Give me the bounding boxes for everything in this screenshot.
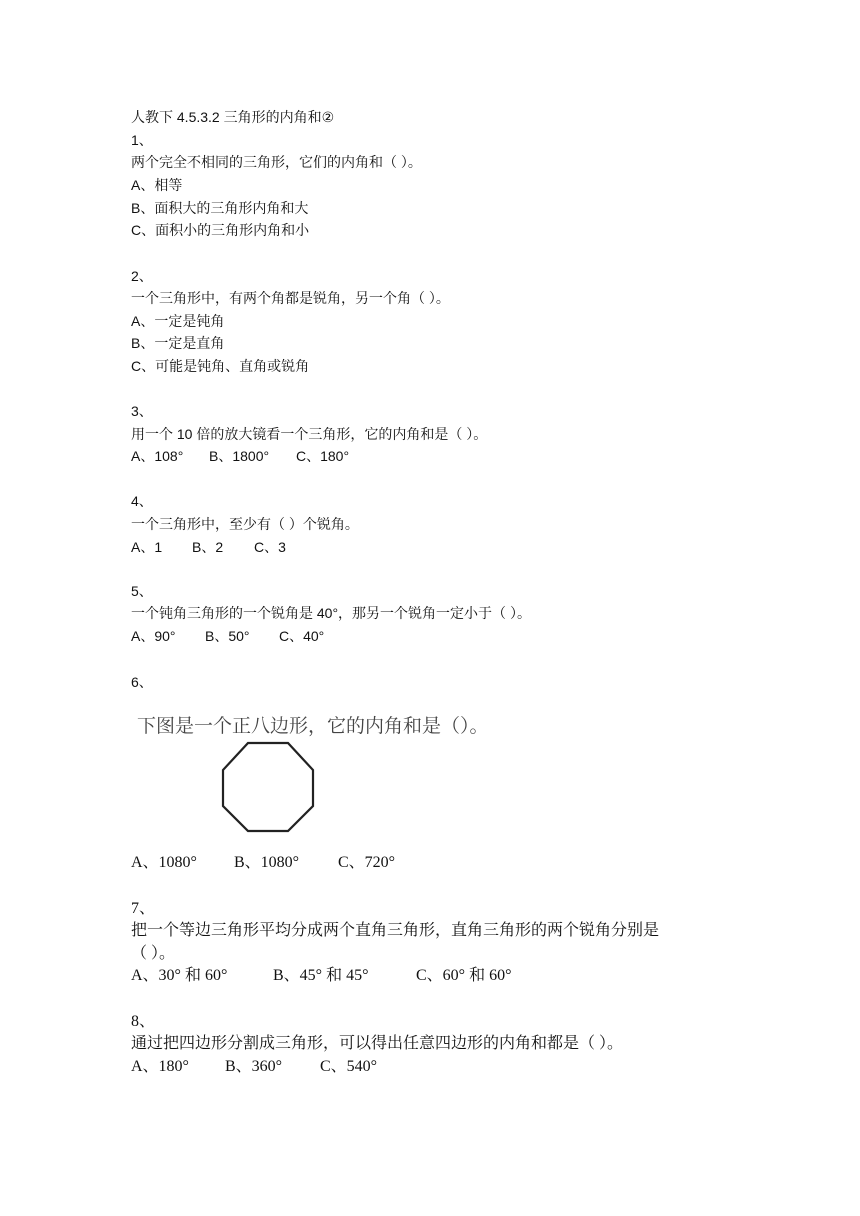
worksheet-title: 人教下 4.5.3.2 三角形的内角和② [131,109,335,125]
question-1-stem: 两个完全不相同的三角形，它们的内角和（ ）。 [131,154,422,170]
question-8-stem: 通过把四边形分割成三角形，可以得出任意四边形的内角和都是（ ）。 [131,1035,624,1052]
question-5-stem: 一个钝角三角形的一个锐角是 40°，那另一个锐角一定小于（ ）。 [131,605,531,621]
question-4-option-b: B、2 [192,539,224,555]
regular-octagon-shape [223,743,313,831]
question-5-option-b: B、50° [205,628,250,644]
question-2-option-a: A、一定是钝角 [131,313,225,329]
question-8-number: 8、 [131,1013,156,1030]
question-7-number: 7、 [131,900,156,917]
question-5-number: 5、 [131,583,153,599]
question-5-option-c: C、40° [279,628,325,644]
question-7-stem-line1: 把一个等边三角形平均分成两个直角三角形，直角三角形的两个锐角分别是 [131,922,660,939]
question-7-option-b: B、45° 和 45° [273,967,369,984]
question-8-option-c: C、540° [320,1058,378,1075]
question-8-option-a: A、180° [131,1058,189,1075]
question-3-number: 3、 [131,403,153,419]
question-4-stem: 一个三角形中，至少有（ ）个锐角。 [131,516,359,532]
question-6-stem-image-text: 下图是一个正八边形，它的内角和是（）。 [137,715,489,737]
question-7-option-c: C、60° 和 60° [416,967,512,984]
octagon-figure [218,740,318,836]
question-4-option-c: C、3 [254,539,286,555]
question-3-stem: 用一个 10 倍的放大镜看一个三角形，它的内角和是（ ）。 [131,426,488,442]
question-1-number: 1、 [131,132,153,148]
question-7-stem-line2: （ ）。 [131,945,176,962]
question-6-number: 6、 [131,674,153,690]
question-8-option-b: B、360° [225,1058,283,1075]
question-2-option-b: B、一定是直角 [131,335,225,351]
question-2-option-c: C、可能是钝角、直角或锐角 [131,358,310,374]
question-3-option-c: C、180° [296,448,350,464]
question-1-option-c: C、面积小的三角形内角和小 [131,222,310,238]
question-1-option-a: A、相等 [131,177,183,193]
question-4-option-a: A、1 [131,539,163,555]
question-6-option-b: B、1080° [234,854,300,871]
question-5-option-a: A、90° [131,628,176,644]
question-2-number: 2、 [131,268,153,284]
question-2-stem: 一个三角形中，有两个角都是锐角，另一个角（ ）。 [131,290,450,306]
question-4-number: 4、 [131,493,153,509]
question-3-option-a: A、108° [131,448,184,464]
question-1-option-b: B、面积大的三角形内角和大 [131,200,309,216]
question-6-option-c: C、720° [338,854,396,871]
question-6-option-a: A、1080° [131,854,197,871]
question-7-option-a: A、30° 和 60° [131,967,228,984]
question-3-option-b: B、1800° [209,448,270,464]
